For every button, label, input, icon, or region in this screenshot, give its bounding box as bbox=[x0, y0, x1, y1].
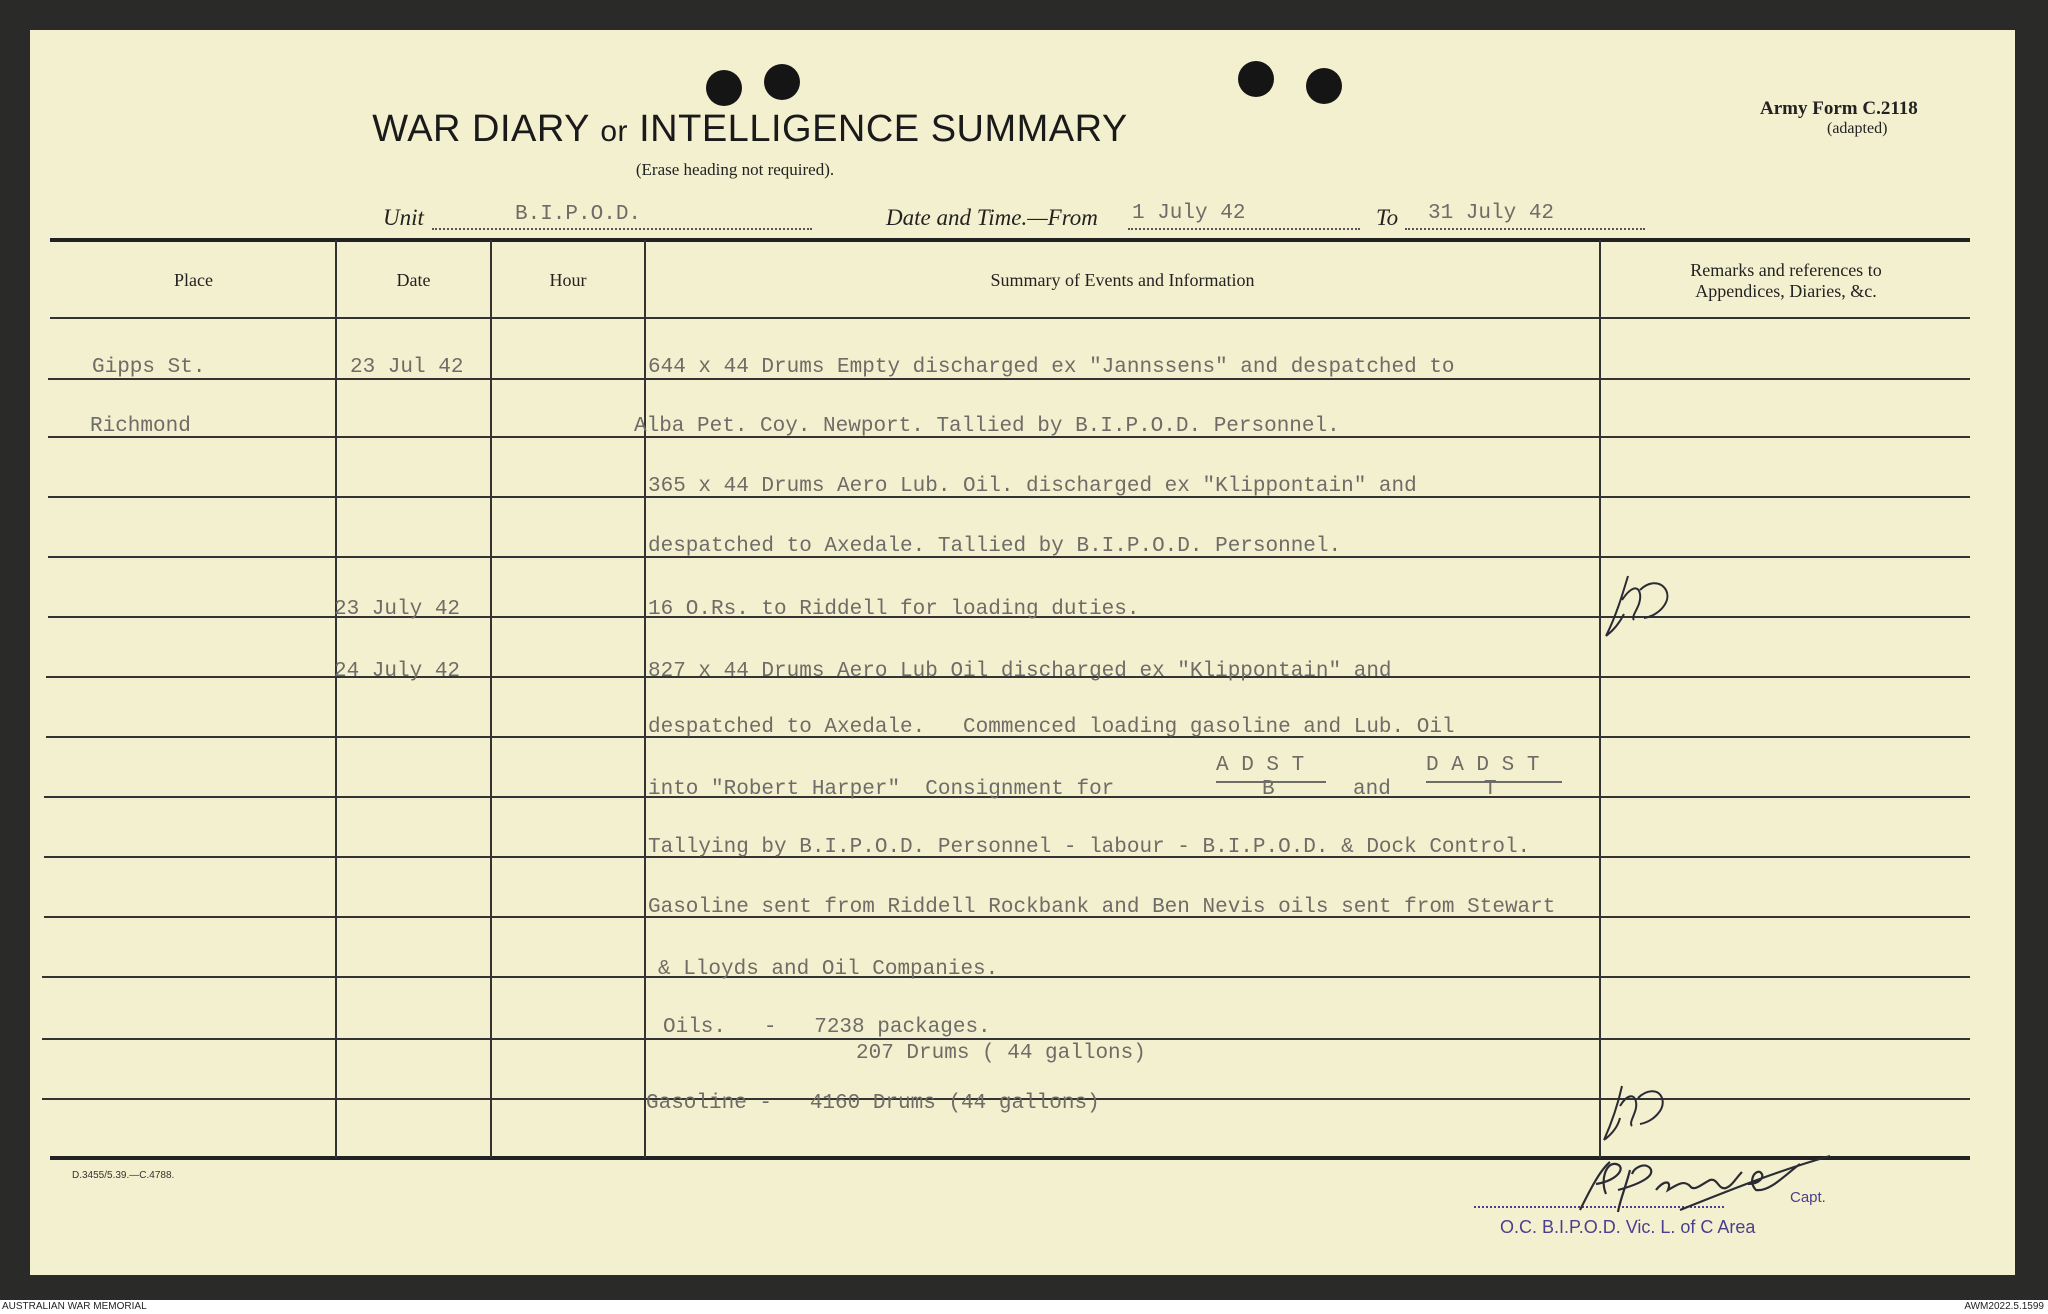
summary-line: & Lloyds and Oil Companies. bbox=[658, 958, 999, 981]
archive-footer bbox=[0, 1300, 2048, 1314]
summary-line: despatched to Axedale. Tallied by B.I.P.O.D. Personnel. bbox=[648, 535, 1342, 558]
column-header-place: Place bbox=[174, 270, 213, 290]
column-divider bbox=[335, 240, 337, 1158]
print-reference: D.3455/5.39.—C.4788. bbox=[72, 1170, 175, 1181]
column-divider bbox=[644, 240, 646, 1158]
summary-line: 16 O.Rs. to Riddell for loading duties. bbox=[648, 598, 1140, 621]
title-part2: INTELLIGENCE SUMMARY bbox=[639, 108, 1128, 150]
date-from-dotline bbox=[1128, 228, 1360, 230]
row-rule bbox=[42, 1038, 1970, 1040]
column-header-summary: Summary of Events and Information bbox=[990, 270, 1255, 290]
footer-institution: AUSTRALIAN WAR MEMORIAL bbox=[2, 1301, 147, 1312]
date-line: 23 Jul 42 bbox=[350, 356, 464, 379]
summary-line: 644 x 44 Drums Empty discharged ex "Jannssens" and despatched to bbox=[648, 356, 1455, 379]
fraction-dadst-top: D A D S T bbox=[1426, 754, 1540, 777]
summary-line: Gasoline - 4160 Drums (44 gallons) bbox=[646, 1092, 1100, 1115]
column-divider bbox=[1599, 240, 1601, 1158]
to-label: To bbox=[1376, 205, 1399, 230]
punch-hole bbox=[1306, 68, 1342, 104]
signature-rank: Capt. bbox=[1790, 1189, 1826, 1206]
initials-mark bbox=[1596, 1080, 1676, 1150]
date-to: 31 July 42 bbox=[1428, 202, 1555, 225]
footer-accession: AWM2022.5.1599 bbox=[1964, 1301, 2044, 1312]
column-header-date: Date bbox=[396, 270, 431, 290]
unit-value: B.I.P.O.D. bbox=[515, 203, 642, 226]
date-line: 23 July 42 bbox=[334, 598, 461, 621]
place-line: Gipps St. bbox=[92, 356, 206, 379]
summary-line: Alba Pet. Coy. Newport. Tallied by B.I.P.O.D. Personnel. bbox=[634, 415, 1340, 438]
row-rule bbox=[42, 976, 1970, 978]
column-header-remarks: Remarks and references to bbox=[1690, 260, 1882, 280]
fraction-adst-bottom: B bbox=[1262, 778, 1275, 801]
summary-line-and: and bbox=[1353, 778, 1391, 801]
page-title bbox=[0, 108, 1500, 151]
summary-line: into "Robert Harper" Consignment for bbox=[648, 778, 1115, 801]
date-to-dotline bbox=[1405, 228, 1645, 230]
summary-line: Gasoline sent from Riddell Rockbank and Ben Nevis oils sent from Stewart bbox=[648, 896, 1556, 919]
signature bbox=[1560, 1150, 1840, 1222]
initials-mark bbox=[1600, 570, 1690, 645]
title-part1: WAR DIARY bbox=[372, 108, 590, 150]
column-divider bbox=[490, 240, 492, 1158]
title-or: or bbox=[600, 115, 629, 148]
table-top-rule bbox=[50, 238, 1970, 242]
form-name: Army Form C.2118 bbox=[1760, 98, 1918, 119]
summary-line: Oils. - 7238 packages. bbox=[663, 1016, 991, 1039]
fraction-dadst-bottom: T bbox=[1484, 778, 1497, 801]
summary-line: 365 x 44 Drums Aero Lub. Oil. discharged ex "Klippontain" and bbox=[648, 475, 1417, 498]
date-from: 1 July 42 bbox=[1132, 202, 1246, 225]
unit-dotline bbox=[432, 228, 812, 230]
summary-line: 827 x 44 Drums Aero Lub Oil discharged ex "Klippontain" and bbox=[648, 660, 1392, 683]
summary-line: despatched to Axedale. Commenced loading gasoline and Lub. Oil bbox=[648, 716, 1455, 739]
date-line: 24 July 42 bbox=[334, 660, 461, 683]
column-header-remarks-2: Appendices, Diaries, &c. bbox=[1695, 281, 1877, 301]
signature-appointment: O.C. B.I.P.O.D. Vic. L. of C Area bbox=[1500, 1217, 1756, 1237]
header-row-rule bbox=[50, 317, 1970, 319]
date-label: Date and Time.—From bbox=[886, 205, 1098, 230]
punch-hole bbox=[764, 64, 800, 100]
unit-label: Unit bbox=[383, 205, 424, 230]
form-note: (adapted) bbox=[1827, 120, 1888, 137]
punch-hole bbox=[1238, 61, 1274, 97]
fraction-adst-top: A D S T bbox=[1216, 754, 1305, 777]
column-header-hour: Hour bbox=[549, 270, 587, 290]
subtitle: (Erase heading not required). bbox=[635, 160, 835, 179]
summary-line: 207 Drums ( 44 gallons) bbox=[856, 1042, 1146, 1065]
place-line: Richmond bbox=[90, 415, 191, 438]
summary-line: Tallying by B.I.P.O.D. Personnel - labour - B.I.P.O.D. & Dock Control. bbox=[648, 836, 1531, 859]
punch-hole bbox=[706, 70, 742, 106]
